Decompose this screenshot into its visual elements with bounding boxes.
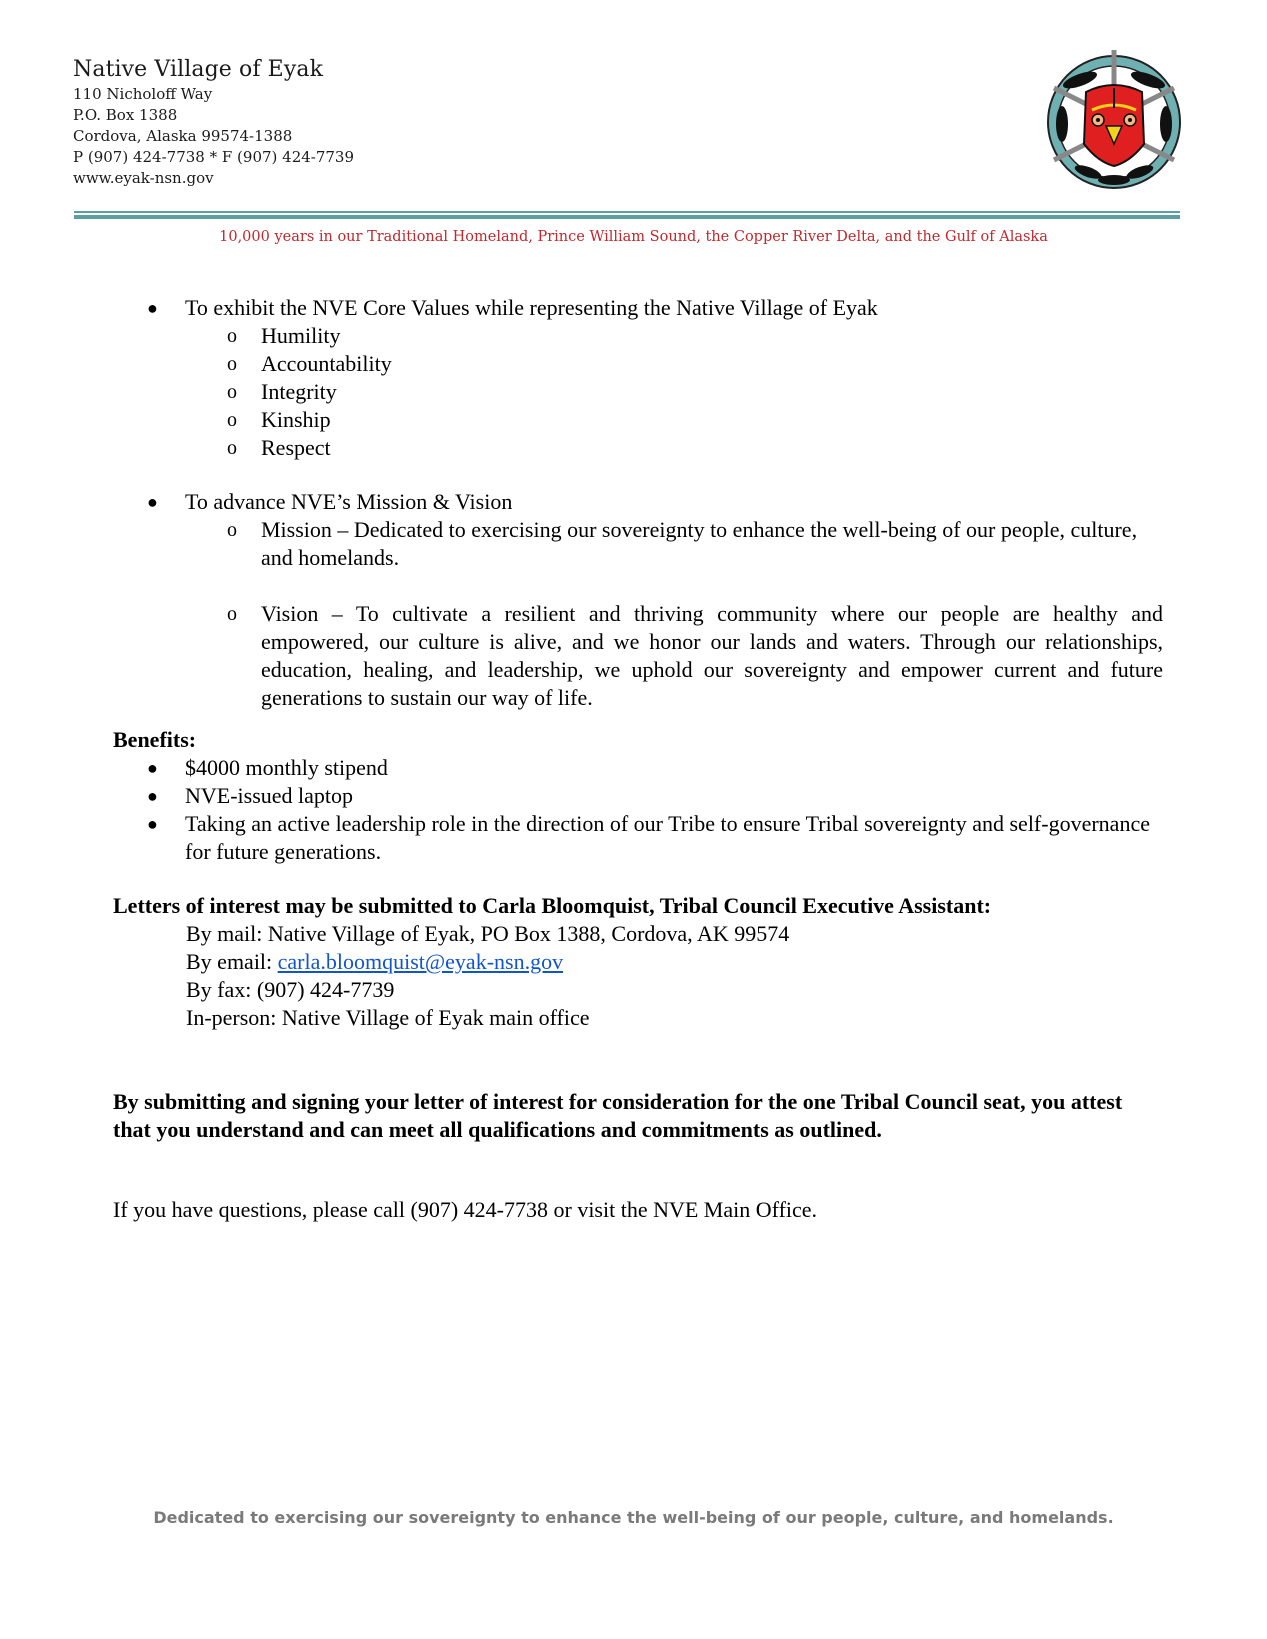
attestation-statement: By submitting and signing your letter of interest for consideration for the one Tribal Council seat, you attest that you understand and can meet all qualifications and commitments as outlined. (113, 1089, 1123, 1142)
submission-email-row (113, 948, 1163, 976)
email-label: By email: (186, 949, 278, 974)
header-divider-thin (74, 211, 1180, 213)
mission-vision-bullet (113, 488, 1163, 516)
benefits-heading: Benefits: (113, 727, 197, 752)
core-values-text: To exhibit the NVE Core Values while representing the Native Village of Eyak (185, 295, 878, 320)
tribal-seal-logo-icon (1040, 48, 1188, 196)
benefit-item (113, 782, 1163, 810)
core-value-item (113, 350, 1163, 378)
address-city: Cordova, Alaska 99574-1388 (73, 127, 293, 145)
vision-item (113, 600, 1163, 712)
submission-heading: Letters of interest may be submitted to Carla Bloomquist, Tribal Council Executive Assistant: (113, 893, 992, 918)
bullet-icon: ● (147, 492, 158, 512)
core-value-label: Kinship (261, 407, 331, 432)
core-value-item (113, 378, 1163, 406)
core-values-bullet (113, 294, 1163, 322)
submission-in-person: In-person: Native Village of Eyak main office (186, 1005, 590, 1030)
bullet-icon: ● (147, 786, 158, 806)
bullet-icon: ● (147, 298, 158, 318)
benefit-text: Taking an active leadership role in the direction of our Tribe to ensure Tribal sovereignty and self-governance for future generations. (185, 811, 1150, 864)
mission-item (113, 516, 1163, 572)
address-street: 110 Nicholoff Way (73, 85, 213, 103)
core-value-label: Humility (261, 323, 341, 348)
submission-mail: By mail: Native Village of Eyak, PO Box 1388, Cordova, AK 99574 (186, 921, 790, 946)
footer-mission: Dedicated to exercising our sovereignty to enhance the well-being of our people, culture, and homelands. (153, 1508, 1114, 1527)
document-body (113, 294, 1163, 1224)
vision-text: Vision – To cultivate a resilient and thriving community where our people are healthy and empowered, our culture is alive, and we honor our lands and waters. Through our relationships, education, healing, and leadership, we uphold our sovereignty and empower current and future generations to sustain our way of life. (261, 601, 1163, 710)
org-name: Native Village of Eyak (73, 57, 324, 82)
bullet-icon: ● (147, 758, 158, 778)
hollow-bullet-icon: o (227, 353, 237, 375)
hollow-bullet-icon: o (227, 603, 237, 625)
phone-fax: P (907) 424-7738 * F (907) 424-7739 (73, 148, 355, 166)
header-tagline: 10,000 years in our Traditional Homeland, Prince William Sound, the Copper River Delta, and the Gulf of Alaska (219, 229, 1048, 245)
mission-text: Mission – Dedicated to exercising our sovereignty to enhance the well-being of our people, culture, and homelands. (261, 517, 1138, 570)
core-value-item (113, 406, 1163, 434)
benefit-text: $4000 monthly stipend (185, 755, 388, 780)
hollow-bullet-icon: o (227, 519, 237, 541)
hollow-bullet-icon: o (227, 437, 237, 459)
benefit-item (113, 754, 1163, 782)
hollow-bullet-icon: o (227, 325, 237, 347)
letterhead-address-block (73, 56, 354, 189)
core-value-label: Integrity (261, 379, 337, 404)
benefit-text: NVE-issued laptop (185, 783, 354, 808)
questions-contact: If you have questions, please call (907) 424-7738 or visit the NVE Main Office. (113, 1197, 818, 1222)
hollow-bullet-icon: o (227, 381, 237, 403)
core-value-item (113, 322, 1163, 350)
hollow-bullet-icon: o (227, 409, 237, 431)
submission-fax: By fax: (907) 424-7739 (186, 977, 395, 1002)
core-value-item (113, 434, 1163, 462)
website: www.eyak-nsn.gov (73, 169, 214, 187)
header-divider-thick (74, 215, 1180, 219)
mission-vision-text: To advance NVE’s Mission & Vision (185, 489, 513, 514)
core-value-label: Accountability (261, 351, 392, 376)
email-link[interactable]: carla.bloomquist@eyak-nsn.gov (277, 949, 564, 974)
core-value-label: Respect (261, 435, 331, 460)
bullet-icon: ● (147, 814, 158, 834)
address-po-box: P.O. Box 1388 (73, 106, 178, 124)
benefit-item (113, 810, 1163, 866)
